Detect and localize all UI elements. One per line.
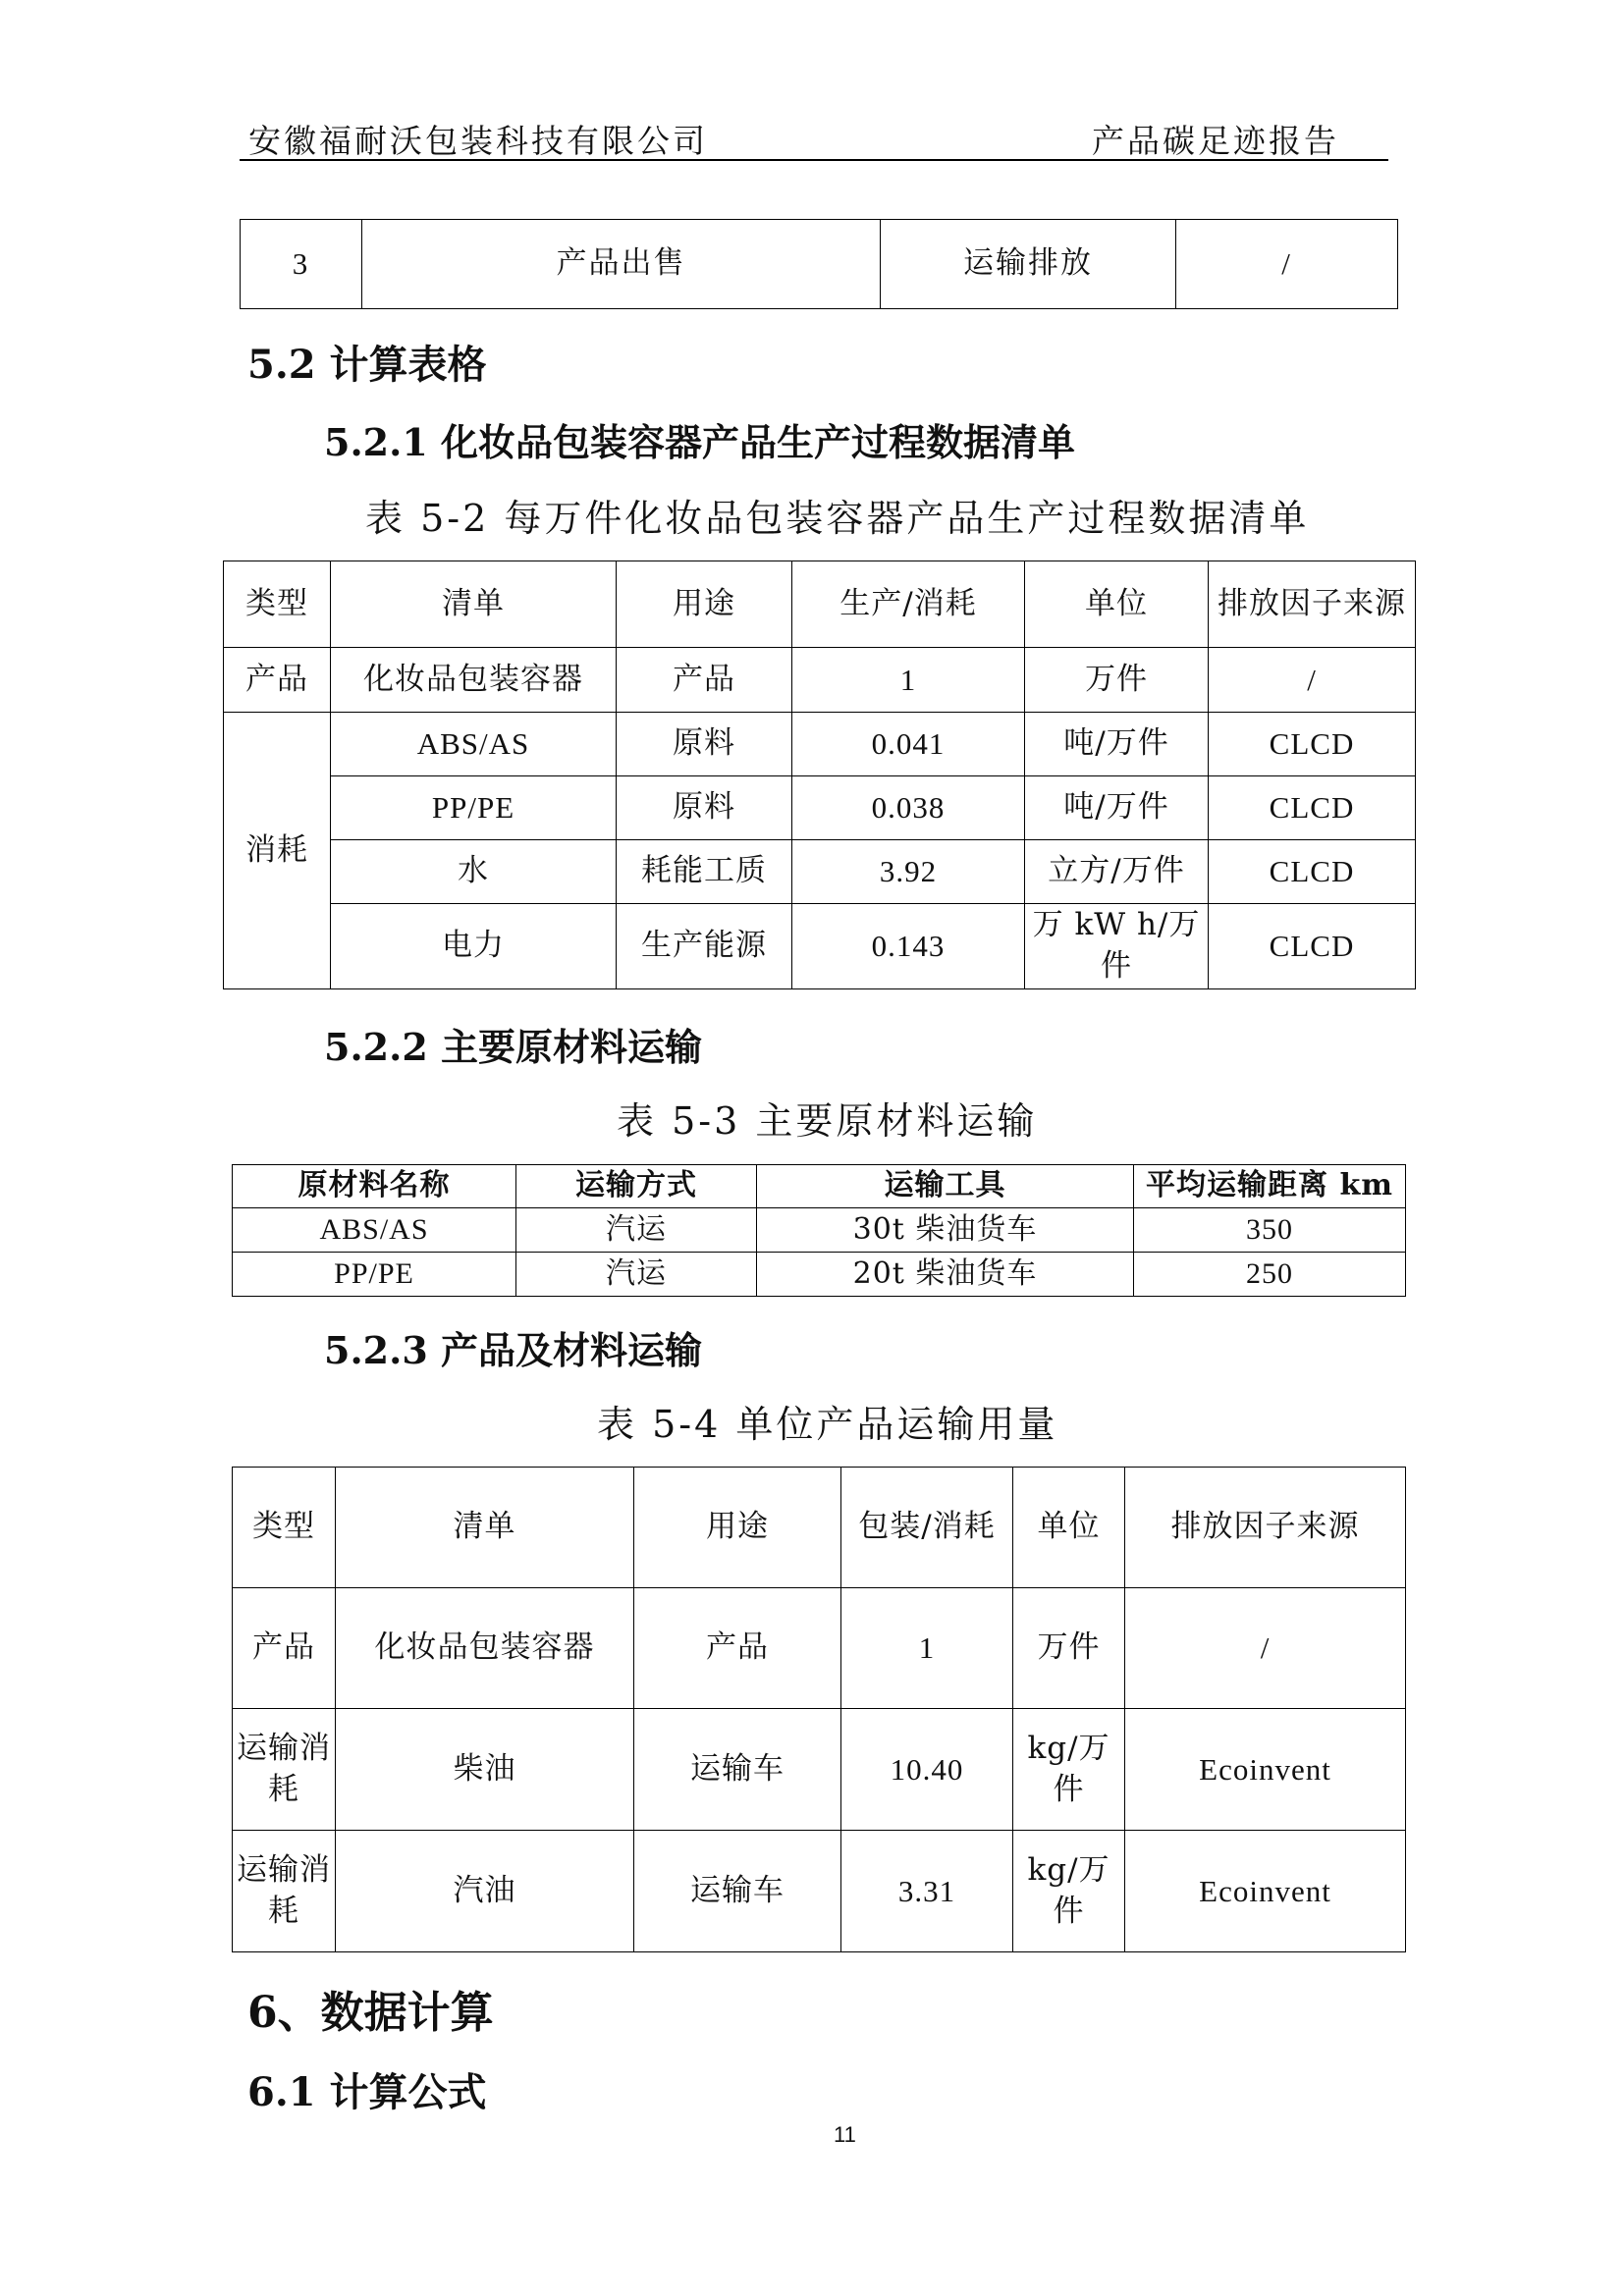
header-divider <box>240 159 1388 161</box>
table-5-2 <box>223 561 1416 989</box>
table-5-4 <box>232 1467 1406 1952</box>
section-5-2-heading: 5.2 计算表格 <box>247 342 487 388</box>
page-number: 11 <box>834 2122 856 2147</box>
section-5-2-2-heading: 5.2.2 主要原材料运输 <box>324 1025 703 1069</box>
table-row: 电力 生产能源 0.143 万 kW h/万件 CLCD <box>224 904 1416 989</box>
table-row: 运输消耗 柴油 运输车 10.40 kg/万件 Ecoinvent <box>233 1709 1406 1831</box>
table-row: ABS/AS 汽运 30t 柴油货车 350 <box>233 1208 1406 1253</box>
table-row: PP/PE 汽运 20t 柴油货车 250 <box>233 1253 1406 1297</box>
table-header-row: 原材料名称 运输方式 运输工具 平均运输距离 km <box>233 1165 1406 1208</box>
table-row: 3 产品出售 运输排放 / <box>241 220 1398 309</box>
table-row: 运输消耗 汽油 运输车 3.31 kg/万件 Ecoinvent <box>233 1831 1406 1952</box>
table-row: 水 耗能工质 3.92 立方/万件 CLCD <box>224 840 1416 904</box>
table-row: PP/PE 原料 0.038 吨/万件 CLCD <box>224 776 1416 840</box>
table-row: 产品 化妆品包装容器 产品 1 万件 / <box>224 648 1416 713</box>
table-header-row: 类型 清单 用途 生产/消耗 单位 排放因子来源 <box>224 561 1416 648</box>
continued-table <box>240 219 1398 309</box>
consume-label: 消耗 <box>224 713 331 989</box>
header-company: 安徽福耐沃包装科技有限公司 <box>248 122 708 160</box>
table-5-3 <box>232 1164 1406 1297</box>
section-6-heading: 6、数据计算 <box>247 1988 494 2038</box>
section-5-2-3-heading: 5.2.3 产品及材料运输 <box>324 1328 703 1372</box>
table-header-row: 类型 清单 用途 包装/消耗 单位 排放因子来源 <box>233 1468 1406 1588</box>
section-5-2-1-heading: 5.2.1 化妆品包装容器产品生产过程数据清单 <box>324 420 1076 464</box>
table-row: 产品 化妆品包装容器 产品 1 万件 / <box>233 1588 1406 1709</box>
header-report-title: 产品碳足迹报告 <box>1092 122 1339 160</box>
table-row: 消耗 ABS/AS 原料 0.041 吨/万件 CLCD <box>224 713 1416 776</box>
table-5-2-caption: 表 5-2 每万件化妆品包装容器产品生产过程数据清单 <box>365 497 1310 540</box>
table-5-3-caption: 表 5-3 主要原材料运输 <box>617 1099 1038 1143</box>
section-6-1-heading: 6.1 计算公式 <box>247 2069 487 2115</box>
table-5-4-caption: 表 5-4 单位产品运输用量 <box>597 1403 1058 1446</box>
